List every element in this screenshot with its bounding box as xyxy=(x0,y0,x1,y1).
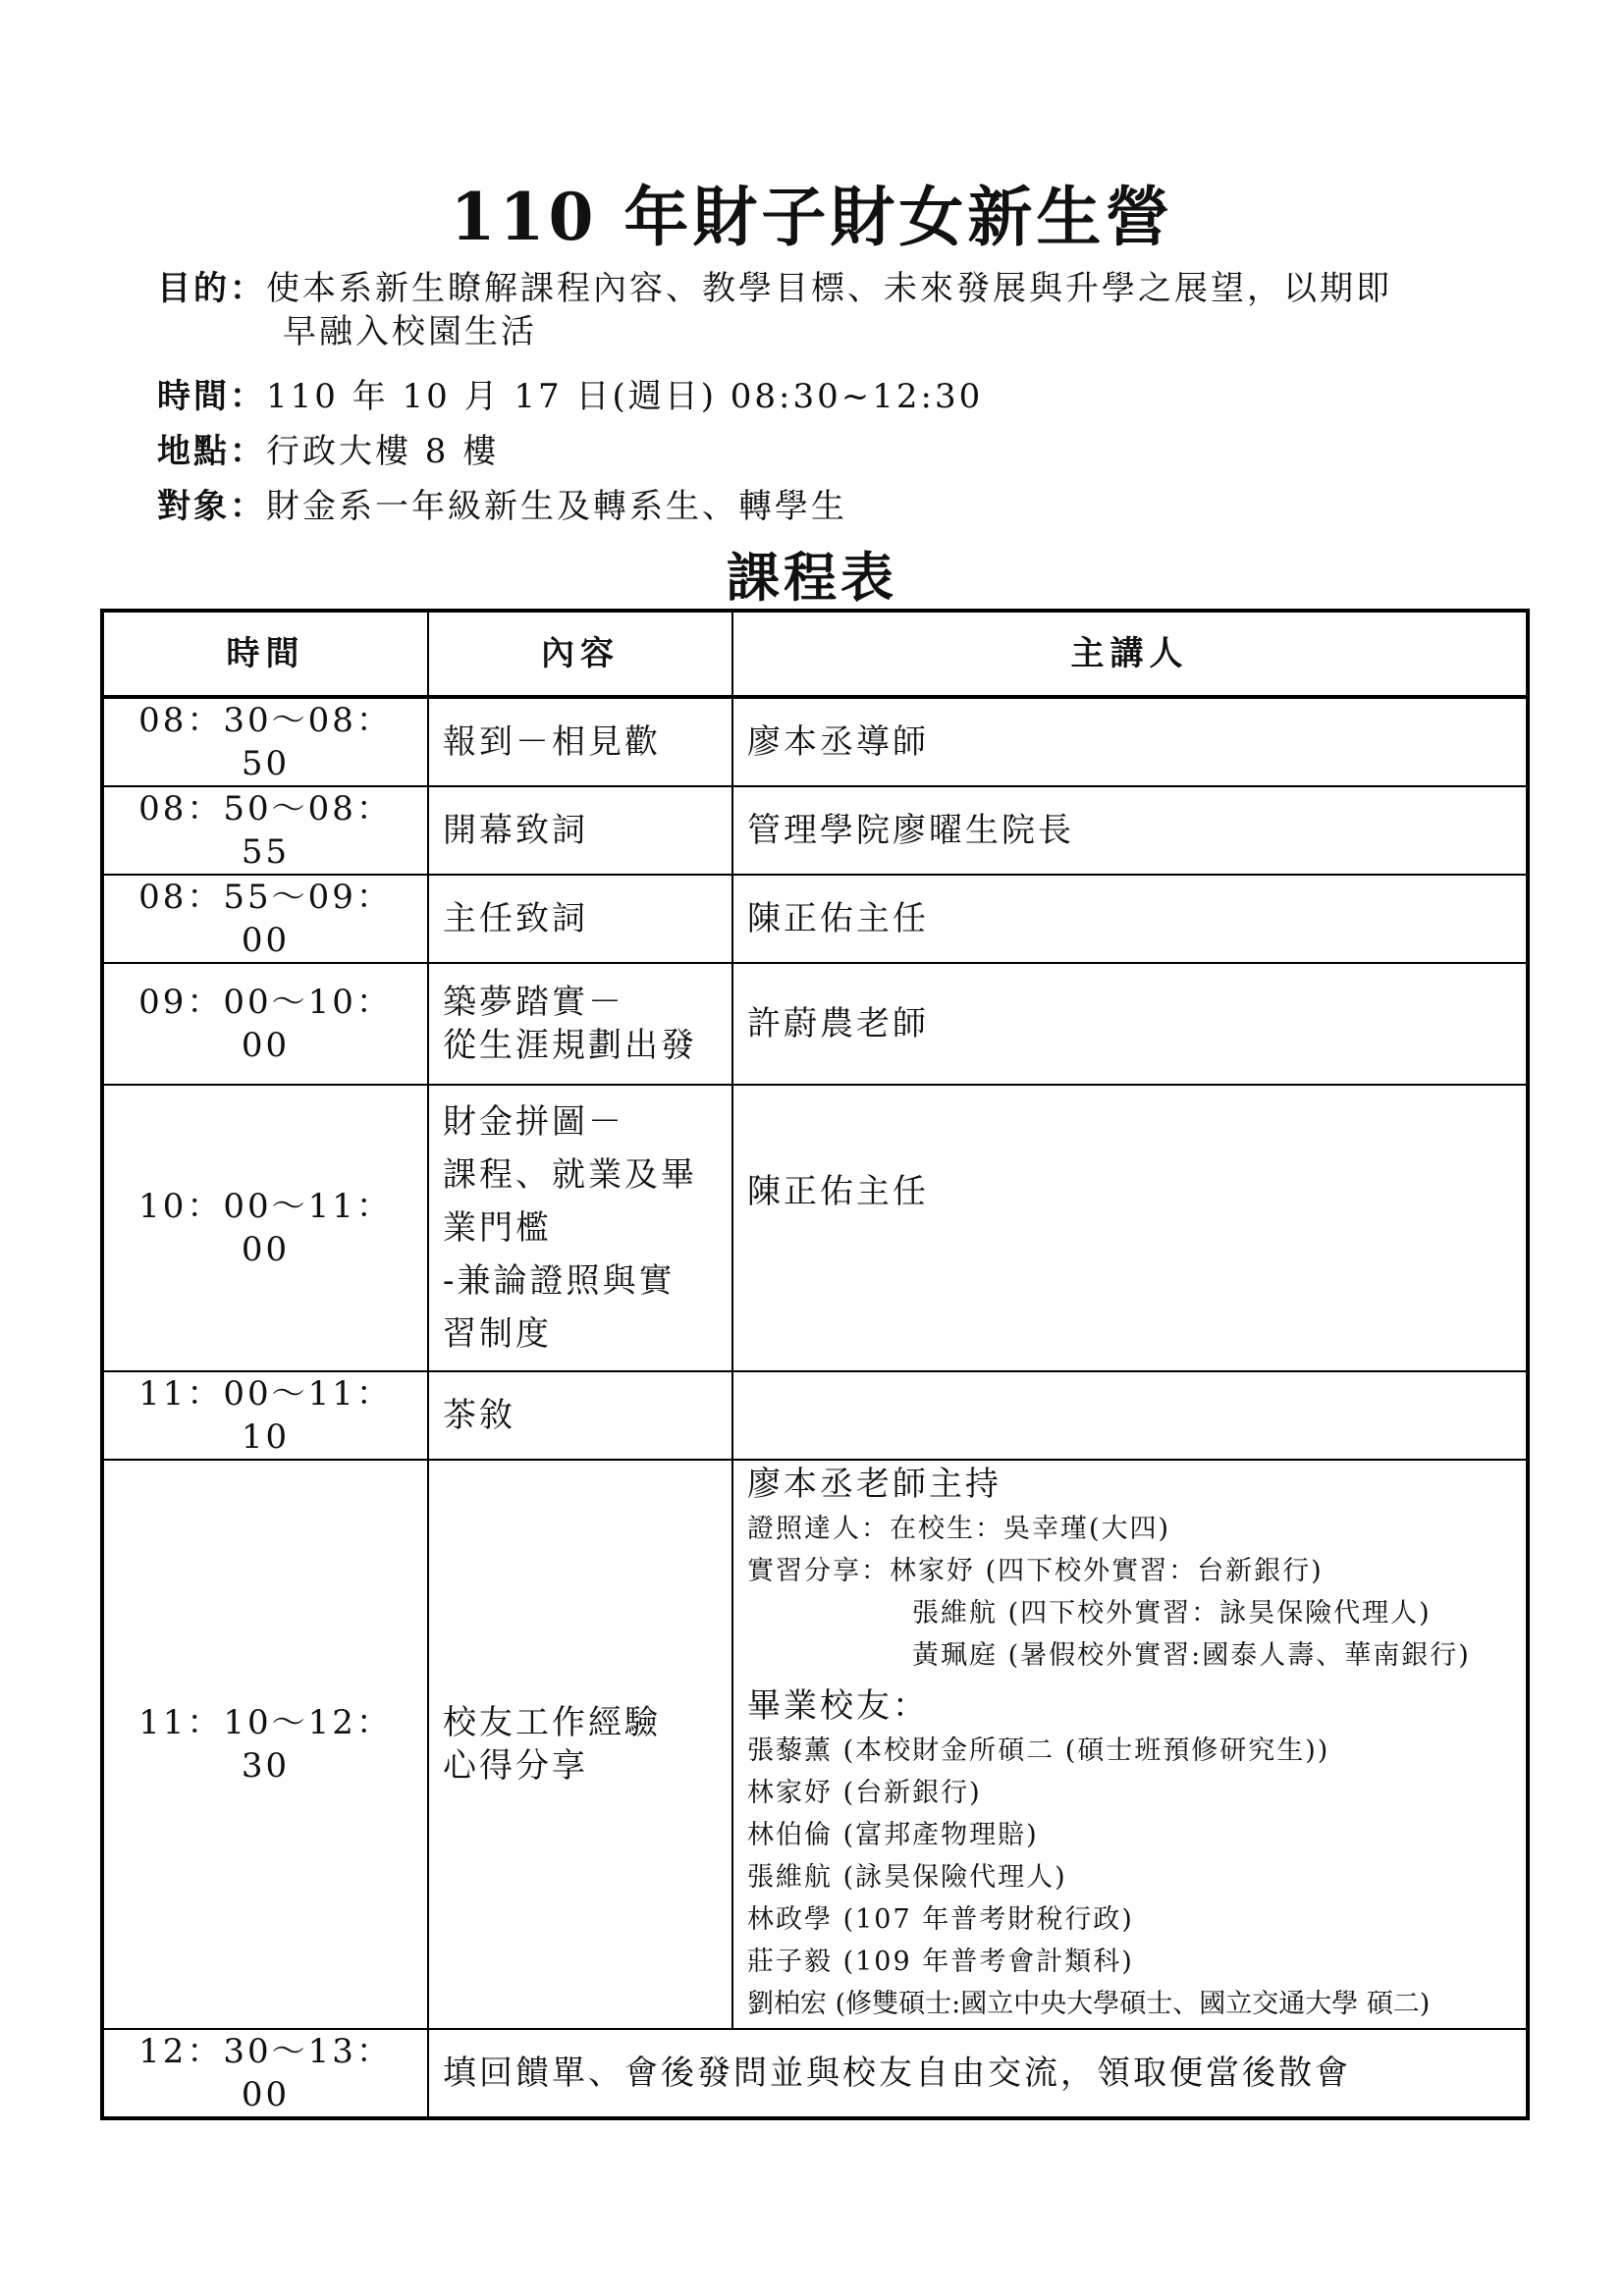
row-speaker xyxy=(732,1371,1528,1460)
speaker-line: 實習分享：林家妤 (四下校外實習：台新銀行) xyxy=(747,1556,1324,1586)
place-value: 行政大樓 8 樓 xyxy=(266,432,500,471)
alumni-line: 林政學 (107 年普考財稅行政) xyxy=(747,1904,1134,1935)
schedule-title: 課程表 xyxy=(727,546,897,609)
row-speaker xyxy=(732,1460,1528,2029)
content-line: 習制度 xyxy=(443,1314,552,1354)
purpose-line1: 使本系新生瞭解課程內容、教學目標、未來發展與升學之展望，以期即 xyxy=(266,269,1392,308)
table-row xyxy=(102,1371,1528,1460)
row-speaker: 陳正佑主任 xyxy=(732,875,1528,963)
row-time: 12：30～13：00 xyxy=(102,2029,428,2118)
content-line: 從生涯規劃出發 xyxy=(443,1026,697,1065)
row-content xyxy=(428,1085,732,1371)
row-content: 報到－相見歡 xyxy=(428,697,732,786)
row-content xyxy=(428,963,732,1085)
table-row xyxy=(102,697,1528,786)
alumni-line: 林家妤 (台新銀行) xyxy=(747,1778,982,1808)
content-line: 課程、就業及畢 xyxy=(443,1155,697,1195)
content-line: 校友工作經驗 xyxy=(443,1703,661,1742)
schedule-table xyxy=(100,609,1530,2120)
purpose-label: 目的： xyxy=(157,269,266,308)
alumni-line: 張藜薰 (本校財金所碩二 (碩士班預修研究生)) xyxy=(747,1735,1330,1766)
purpose-block xyxy=(157,267,1392,353)
row-speaker: 許蔚農老師 xyxy=(732,963,1528,1085)
purpose-line2: 早融入校園生活 xyxy=(283,312,537,351)
target-label: 對象： xyxy=(157,487,266,526)
row-content: 主任致詞 xyxy=(428,875,732,963)
table-row xyxy=(102,1085,1528,1371)
row-time: 08：55～09：00 xyxy=(102,875,428,963)
place-label: 地點： xyxy=(157,432,266,471)
table-row xyxy=(102,2029,1528,2118)
row-time: 09：00～10：00 xyxy=(102,963,428,1085)
time-block xyxy=(157,375,983,418)
row-time: 10：00～11：00 xyxy=(102,1085,428,1371)
content-line: 心得分享 xyxy=(443,1746,588,1786)
content-line: -兼論證照與實 xyxy=(443,1261,676,1301)
table-row xyxy=(102,875,1528,963)
page-title: 110 年財子財女新生營 xyxy=(450,179,1174,255)
row-speaker: 陳正佑主任 xyxy=(732,1085,1528,1371)
header-content: 內容 xyxy=(428,611,732,697)
row-content: 茶敘 xyxy=(428,1371,732,1460)
table-row xyxy=(102,786,1528,875)
row-time: 08：30～08：50 xyxy=(102,697,428,786)
row-speaker: 廖本丞導師 xyxy=(732,697,1528,786)
alumni-line: 張維航 (詠昊保險代理人) xyxy=(747,1862,1067,1893)
header-time: 時間 xyxy=(102,611,428,697)
content-line: 築夢踏實－ xyxy=(443,983,624,1022)
table-row xyxy=(102,963,1528,1085)
speaker-line: 證照達人：在校生：吳幸瑾(大四) xyxy=(747,1514,1171,1544)
place-block xyxy=(157,430,499,473)
table-header-row xyxy=(102,611,1528,697)
alumni-line: 林伯倫 (富邦產物理賠) xyxy=(747,1820,1039,1850)
content-line: 財金拼圖－ xyxy=(443,1102,624,1142)
header-speaker: 主講人 xyxy=(732,611,1528,697)
row-speaker: 管理學院廖曜生院長 xyxy=(732,786,1528,875)
time-value: 110 年 10 月 17 日(週日) 08:30~12:30 xyxy=(266,377,984,416)
host-line: 廖本丞老師主持 xyxy=(747,1465,1001,1504)
row-time: 11：10～12：30 xyxy=(102,1460,428,2029)
time-label: 時間： xyxy=(157,377,266,416)
speaker-line: 張維航 (四下校外實習：詠昊保險代理人) xyxy=(912,1598,1432,1629)
speaker-line: 黃珮庭 (暑假校外實習:國泰人壽、華南銀行) xyxy=(912,1640,1471,1671)
row-content xyxy=(428,1460,732,2029)
table-row xyxy=(102,1460,1528,2029)
content-line: 業門檻 xyxy=(443,1208,552,1248)
alumni-label: 畢業校友： xyxy=(747,1686,929,1726)
alumni-line: 莊子毅 (109 年普考會計類科) xyxy=(747,1947,1134,1977)
row-time: 08：50～08：55 xyxy=(102,786,428,875)
row-content: 開幕致詞 xyxy=(428,786,732,875)
alumni-line: 劉柏宏 (修雙碩士:國立中央大學碩士、國立交通大學 碩二) xyxy=(747,1989,1431,2019)
target-value: 財金系一年級新生及轉系生、轉學生 xyxy=(266,487,847,526)
target-block xyxy=(157,485,847,528)
row-time: 11：00～11：10 xyxy=(102,1371,428,1460)
row-content: 填回饋單、會後發問並與校友自由交流，領取便當後散會 xyxy=(428,2029,1528,2118)
